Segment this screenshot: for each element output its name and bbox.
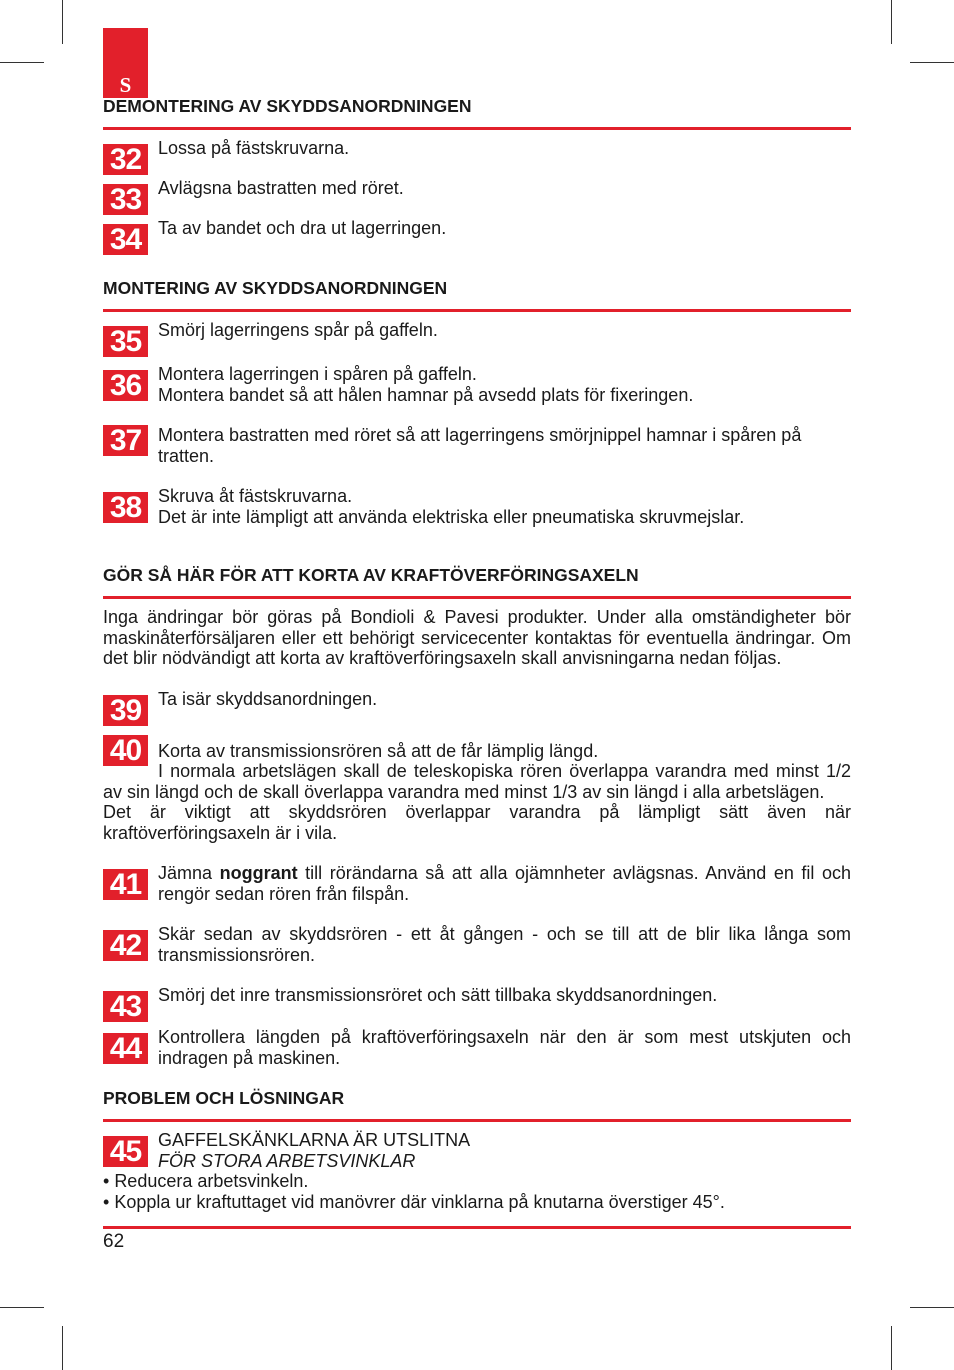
step-text: Montera bandet så att hålen hamnar på avsedd plats för fixeringen.: [158, 384, 694, 405]
step-text: Skruva åt fästskruvarna.: [158, 486, 353, 506]
step-text: Jämna noggrant till rörändarna så att alla ojämnheter avlägsnas. Använd en fil och rengör sedan rören från filspån.: [158, 863, 851, 904]
list-item: • Koppla ur kraftuttaget vid manövrer där vinklarna på knutarna överstiger 45°.: [103, 1192, 851, 1213]
step-text: Det är inte lämpligt att använda elektriska eller pneumatiska skruvmejslar.: [158, 506, 745, 527]
crop-mark: [910, 1307, 954, 1308]
page-content: [103, 96, 851, 1253]
step-text: I normala arbetslägen skall de teleskopiska rören överlappa varandra med minst 1/2 av sin längd och de skall överlappa varandra med minst 1/3 av sin längd i alla arbetslägen.: [103, 761, 851, 802]
step-text: Skär sedan av skyddsrören - ett åt gången - och se till att de blir lika långa som transmissionsrören.: [158, 924, 851, 965]
emphasis-text: noggrant: [219, 863, 298, 883]
step-41: [103, 863, 851, 904]
step-number: 38: [103, 492, 148, 523]
section-heading-demontering: DEMONTERING AV SKYDDSANORDNINGEN: [103, 96, 851, 130]
step-text: Montera lagerringen i spåren på gaffeln.: [158, 364, 477, 384]
step-number: 39: [103, 695, 148, 726]
step-42: [103, 924, 851, 965]
step-37: [103, 425, 851, 466]
language-tab: S: [103, 28, 148, 98]
step-33: [103, 178, 851, 216]
crop-mark: [891, 1326, 892, 1370]
section-heading-problem: PROBLEM OCH LÖSNINGAR: [103, 1088, 851, 1122]
step-text: Montera bastratten med röret så att lagerringens smörjnippel hamnar i spåren på tratten.: [158, 425, 802, 466]
step-43: [103, 985, 851, 1023]
step-36: [103, 364, 851, 405]
step-number: 43: [103, 991, 148, 1022]
step-35: [103, 320, 851, 358]
step-40: [103, 733, 851, 844]
step-39: [103, 688, 851, 727]
page-number: 62: [103, 1231, 125, 1252]
step-text: Avlägsna bastratten med röret.: [158, 178, 404, 198]
problem-cause: FÖR STORA ARBETSVINKLAR: [158, 1150, 416, 1171]
step-32: [103, 138, 851, 176]
crop-mark: [62, 0, 63, 44]
crop-mark: [0, 62, 44, 63]
section-heading-korta: GÖR SÅ HÄR FÖR ATT KORTA AV KRAFTÖVERFÖRINGSAXELN: [103, 565, 851, 599]
list-item: • Reducera arbetsvinkeln.: [103, 1171, 851, 1192]
crop-mark: [0, 1307, 44, 1308]
crop-mark: [891, 0, 892, 44]
step-text: Korta av transmissionsrören så att de får lämplig längd.: [158, 740, 599, 761]
step-number: 41: [103, 869, 148, 900]
step-number: 40: [103, 735, 148, 766]
step-number: 44: [103, 1033, 148, 1064]
step-text: Ta isär skyddsanordningen.: [158, 688, 378, 709]
step-text: Det är viktigt att skyddsrören överlappar varandra på lämpligt sätt även när kraftöverföringsaxeln är i vila.: [103, 802, 851, 843]
step-text: Lossa på fästskruvarna.: [158, 138, 350, 158]
step-34: [103, 218, 851, 256]
problem-title: GAFFELSKÄNKLARNA ÄR UTSLITNA: [158, 1130, 471, 1150]
crop-mark: [910, 62, 954, 63]
step-number: 42: [103, 930, 148, 961]
step-44: [103, 1027, 851, 1068]
section-heading-montering: MONTERING AV SKYDDSANORDNINGEN: [103, 278, 851, 312]
step-text: Kontrollera längden på kraftöverföringsaxeln när den är som mest utskjuten och indragen på maskinen.: [158, 1027, 851, 1068]
footer-rule: [103, 1226, 851, 1229]
intro-paragraph: Inga ändringar bör göras på Bondioli & Pavesi produkter. Under alla omständigheter bör maskinåterförsäljaren eller ett behörigt servicecenter kontaktas för eventuella ändringar. Om det blir nödvändigt att korta av kraftöverföringsaxeln skall anvisningarna nedan följas.: [103, 607, 851, 668]
solution-list: [103, 1171, 851, 1212]
step-number: 32: [103, 144, 148, 175]
step-number: 34: [103, 224, 148, 255]
step-number: 37: [103, 425, 148, 456]
step-38: [103, 486, 851, 527]
step-number: 45: [103, 1136, 148, 1167]
step-text: Ta av bandet och dra ut lagerringen.: [158, 218, 447, 238]
step-number: 33: [103, 184, 148, 215]
step-45: [103, 1130, 851, 1171]
step-text: Smörj det inre transmissionsröret och sätt tillbaka skyddsanordningen.: [158, 985, 718, 1005]
step-number: 35: [103, 326, 148, 357]
step-text: Smörj lagerringens spår på gaffeln.: [158, 320, 438, 340]
step-number: 36: [103, 370, 148, 401]
crop-mark: [62, 1326, 63, 1370]
